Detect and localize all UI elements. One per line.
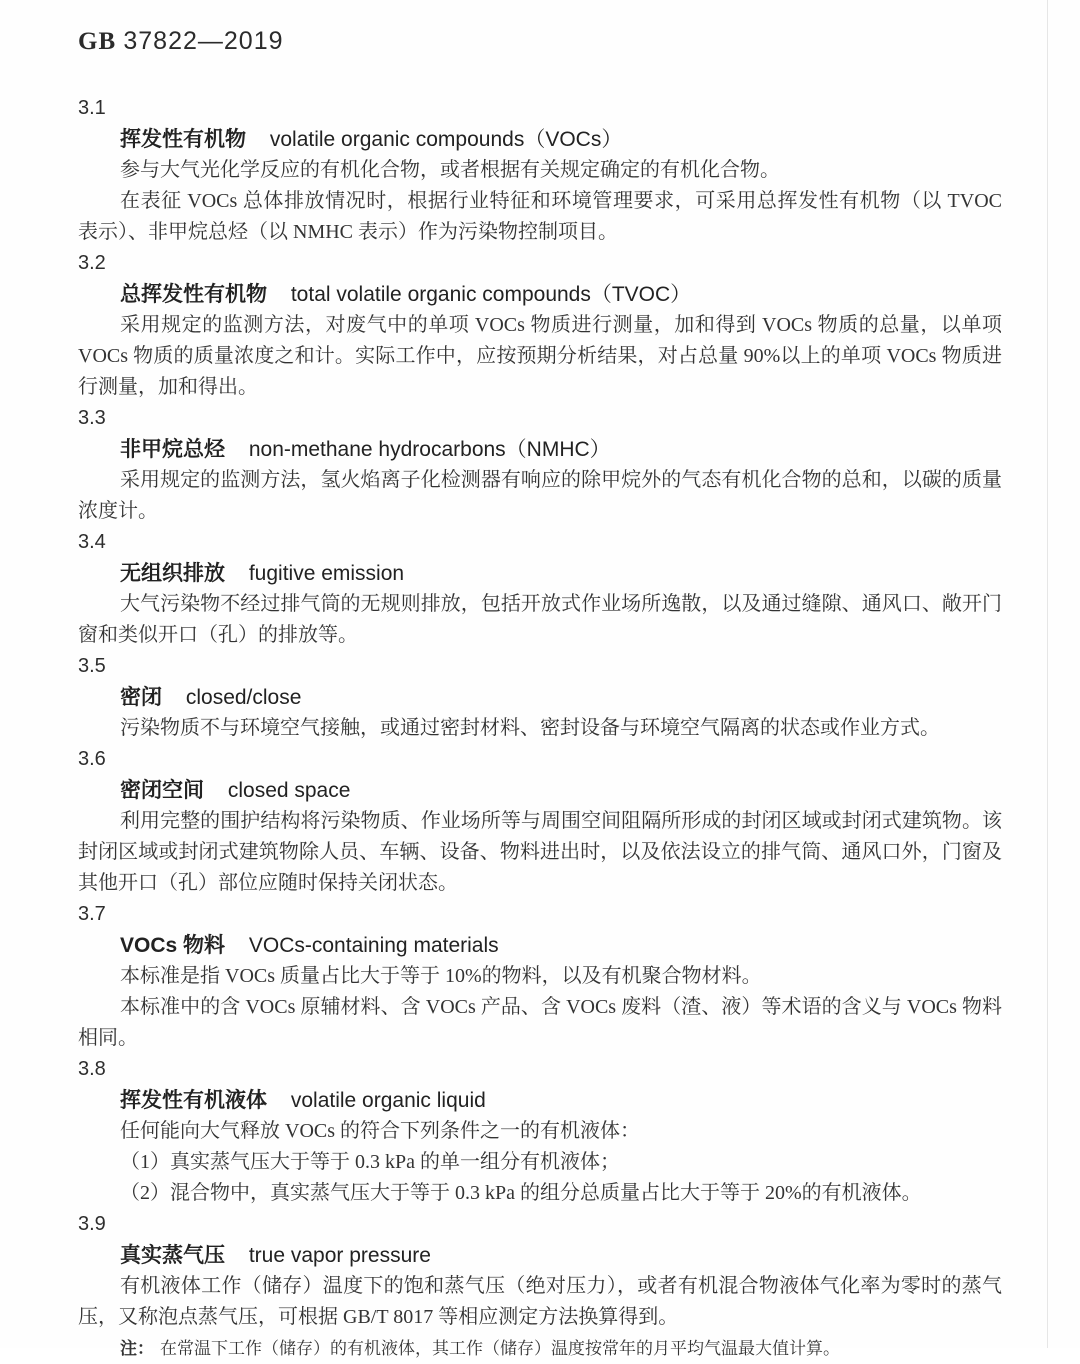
section-number: 3.7 bbox=[78, 903, 106, 925]
section-3-8 bbox=[78, 1054, 1002, 1209]
section-3-9 bbox=[78, 1209, 1002, 1364]
section-3-1 bbox=[78, 93, 1002, 248]
term-zh: 非甲烷总烃 bbox=[120, 438, 225, 461]
page-edge-line bbox=[1047, 0, 1048, 1348]
term-en: non-methane hydrocarbons（NMHC） bbox=[248, 438, 611, 461]
term-heading bbox=[78, 775, 1002, 806]
section-3-7 bbox=[78, 899, 1002, 1054]
section-number: 3.9 bbox=[78, 1213, 106, 1235]
term-heading bbox=[78, 1240, 1002, 1271]
term-heading bbox=[78, 558, 1002, 589]
standard-code-prefix: GB bbox=[78, 28, 117, 55]
term-heading bbox=[78, 1085, 1002, 1116]
section-number: 3.2 bbox=[78, 252, 106, 274]
definition-paragraph: 参与大气光化学反应的有机化合物，或者根据有关规定确定的有机化合物。 bbox=[120, 159, 780, 181]
term-zh: 真实蒸气压 bbox=[120, 1244, 225, 1267]
note bbox=[78, 1333, 1002, 1364]
section-number: 3.1 bbox=[78, 97, 106, 119]
section-3-2 bbox=[78, 248, 1002, 403]
term-heading bbox=[78, 434, 1002, 465]
definition-paragraph: 采用规定的监测方法，对废气中的单项 VOCs 物质进行测量，加和得到 VOCs 物质的总量，以单项 VOCs 物质的质量浓度之和计。实际工作中，应按预期分析结果，对占总量 90%以上的单项 VOCs 物质进行测量，加和得出。 bbox=[78, 314, 1002, 398]
term-en: volatile organic compounds（VOCs） bbox=[269, 128, 623, 151]
definition-paragraph: 本标准中的含 VOCs 原辅材料、含 VOCs 产品、含 VOCs 废料（渣、液）等术语的含义与 VOCs 物料相同。 bbox=[78, 996, 1002, 1049]
definition-paragraph: 有机液体工作（储存）温度下的饱和蒸气压（绝对压力），或者有机混合物液体气化率为零时的蒸气压，又称泡点蒸气压，可根据 GB/T 8017 等相应测定方法换算得到。 bbox=[78, 1275, 1002, 1328]
section-number: 3.6 bbox=[78, 748, 106, 770]
section-number: 3.8 bbox=[78, 1058, 106, 1080]
term-en: volatile organic liquid bbox=[290, 1089, 486, 1112]
term-en: VOCs-containing materials bbox=[248, 934, 499, 957]
definition-paragraph: 在表征 VOCs 总体排放情况时，根据行业特征和环境管理要求，可采用总挥发性有机物（以 TVOC 表示）、非甲烷总烃（以 NMHC 表示）作为污染物控制项目。 bbox=[78, 190, 1002, 243]
definition-paragraph: 利用完整的围护结构将污染物质、作业场所等与周围空间阻隔所形成的封闭区域或封闭式建筑物。该封闭区域或封闭式建筑物除人员、车辆、设备、物料进出时，以及依法设立的排气筒、通风口外，门窗及其他开口（孔）部位应随时保持关闭状态。 bbox=[78, 810, 1002, 894]
term-en: total volatile organic compounds（TVOC） bbox=[290, 283, 692, 306]
term-en: closed/close bbox=[185, 686, 302, 709]
definition-paragraph: 采用规定的监测方法，氢火焰离子化检测器有响应的除甲烷外的气态有机化合物的总和，以碳的质量浓度计。 bbox=[78, 469, 1002, 522]
definition-paragraph: 污染物质不与环境空气接触，或通过密封材料、密封设备与环境空气隔离的状态或作业方式。 bbox=[120, 717, 940, 739]
term-en: true vapor pressure bbox=[248, 1244, 431, 1267]
note-label: 注： bbox=[120, 1339, 154, 1358]
term-zh: 总挥发性有机物 bbox=[120, 283, 267, 306]
section-number: 3.3 bbox=[78, 407, 106, 429]
note-text: 在常温下工作（储存）的有机液体，其工作（储存）温度按常年的月平均气温最大值计算。 bbox=[160, 1339, 840, 1358]
definition-paragraph: 大气污染物不经过排气筒的无规则排放，包括开放式作业场所逸散，以及通过缝隙、通风口、敞开门窗和类似开口（孔）的排放等。 bbox=[78, 593, 1002, 646]
section-3-5 bbox=[78, 651, 1002, 744]
standard-code-header bbox=[78, 26, 1002, 57]
definition-paragraph: 本标准是指 VOCs 质量占比大于等于 10%的物料，以及有机聚合物材料。 bbox=[120, 965, 762, 987]
term-en: fugitive emission bbox=[248, 562, 405, 585]
term-en: closed space bbox=[227, 779, 351, 802]
list-item-2: （2）混合物中，真实蒸气压大于等于 0.3 kPa 的组分总质量占比大于等于 20%的有机液体。 bbox=[120, 1182, 922, 1204]
term-heading bbox=[78, 682, 1002, 713]
definition-paragraph: 任何能向大气释放 VOCs 的符合下列条件之一的有机液体： bbox=[120, 1120, 641, 1142]
standard-code-number: 37822—2019 bbox=[123, 27, 284, 55]
section-3-3 bbox=[78, 403, 1002, 527]
term-heading bbox=[78, 930, 1002, 961]
term-heading bbox=[78, 279, 1002, 310]
term-zh: 无组织排放 bbox=[120, 562, 225, 585]
term-zh: 密闭空间 bbox=[120, 779, 204, 802]
list-item-1: （1）真实蒸气压大于等于 0.3 kPa 的单一组分有机液体； bbox=[120, 1151, 620, 1173]
term-zh: 密闭 bbox=[120, 686, 162, 709]
term-zh: VOCs 物料 bbox=[120, 934, 226, 957]
section-3-4 bbox=[78, 527, 1002, 651]
section-number: 3.4 bbox=[78, 531, 106, 553]
term-zh: 挥发性有机液体 bbox=[120, 1089, 267, 1112]
term-heading bbox=[78, 124, 1002, 155]
term-zh: 挥发性有机物 bbox=[120, 128, 246, 151]
section-number: 3.5 bbox=[78, 655, 106, 677]
section-3-6 bbox=[78, 744, 1002, 899]
